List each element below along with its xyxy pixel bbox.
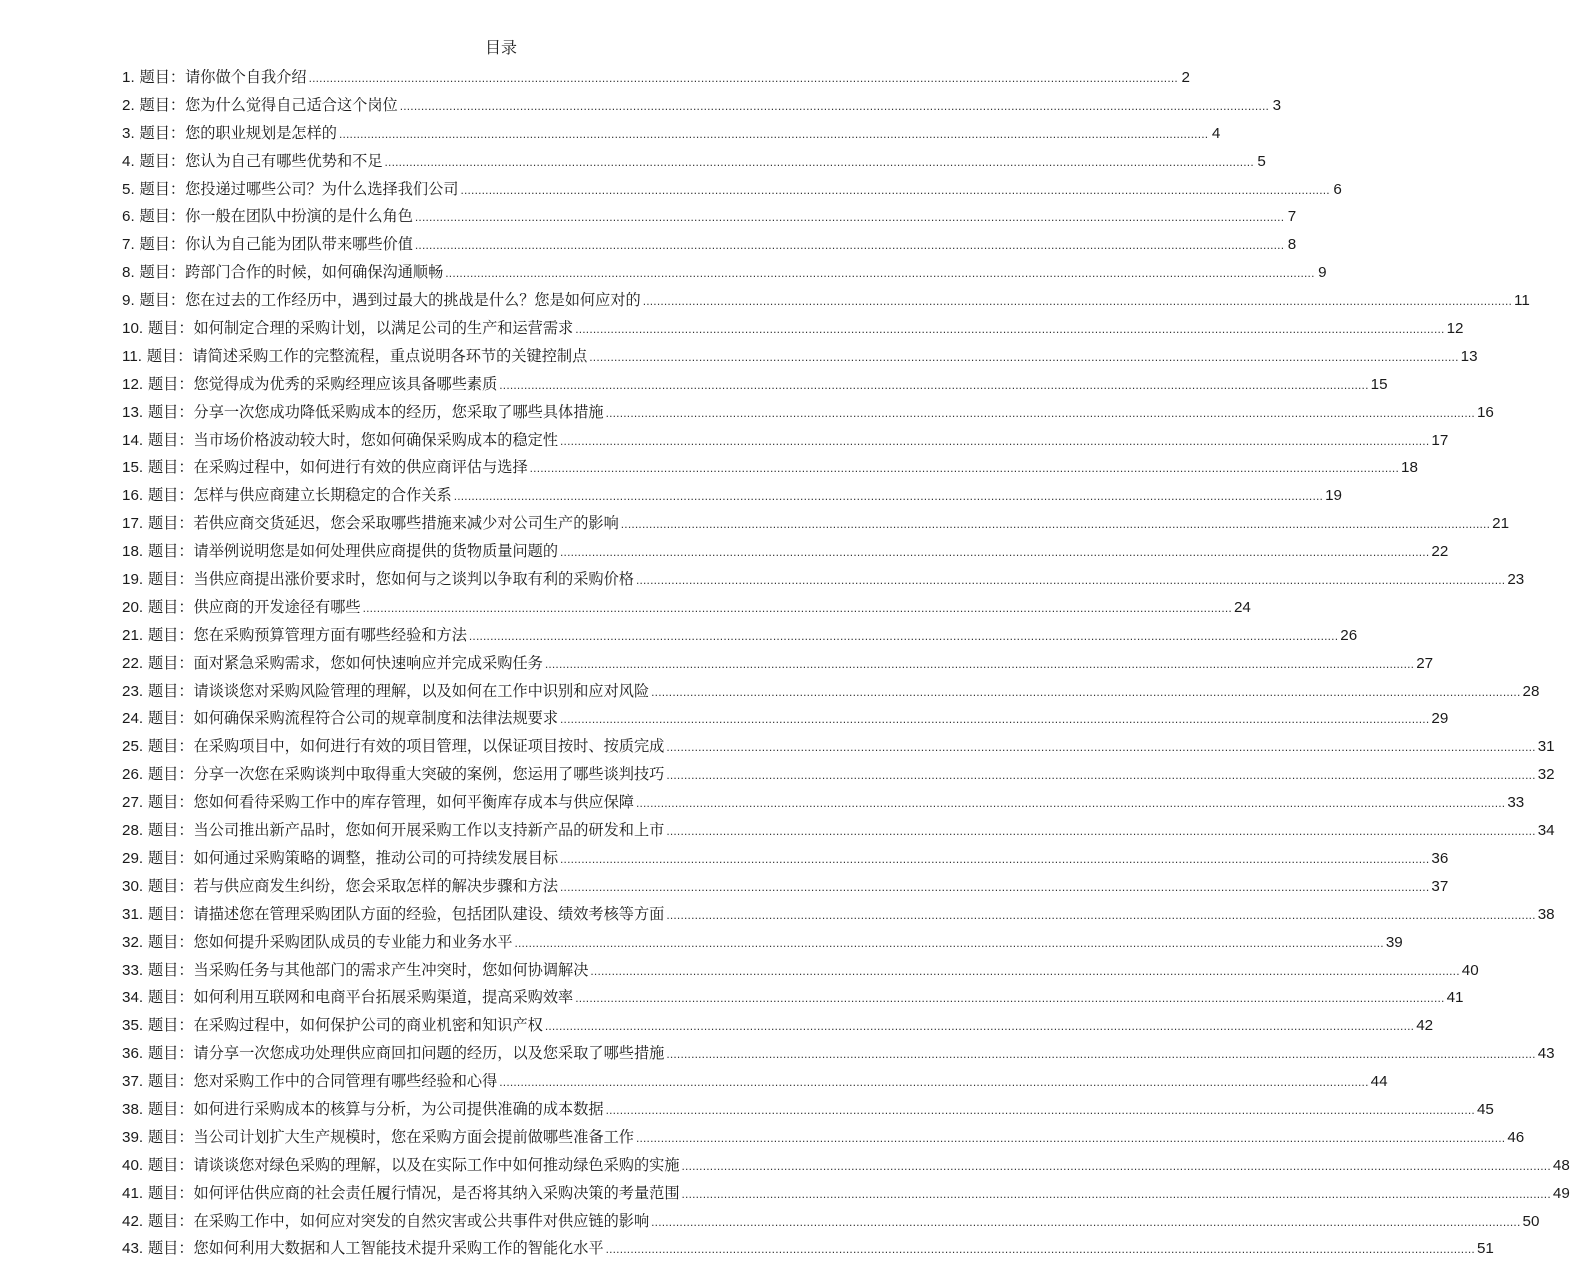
- toc-entry-title: 题目：当供应商提出涨价要求时，您如何与之谈判以争取有利的采购价格: [147, 570, 634, 589]
- toc-entry-page-number: 6: [1333, 180, 1342, 198]
- toc-entry[interactable]: [122, 1235, 1494, 1263]
- toc-entry[interactable]: [122, 873, 1449, 901]
- toc-entry-title: 题目：面对紧急采购需求，您如何快速响应并完成采购任务: [147, 653, 543, 672]
- toc-entry-number: 41.: [122, 1184, 144, 1202]
- toc-entry-title: 题目：在采购工作中，如何应对突发的自然灾害或公共事件对供应链的影响: [147, 1211, 650, 1230]
- toc-entry[interactable]: [122, 510, 1510, 538]
- toc-entry-number: 34.: [122, 989, 144, 1007]
- toc-entry-page-number: 13: [1460, 347, 1478, 365]
- toc-entry[interactable]: [122, 343, 1478, 371]
- toc-entry[interactable]: [122, 120, 1221, 148]
- toc-entry-number: 43.: [122, 1240, 144, 1258]
- toc-entry-title: 题目：如何评估供应商的社会责任履行情况，是否将其纳入采购决策的考量范围: [147, 1183, 680, 1202]
- toc-dot-leader: [560, 846, 1429, 874]
- toc-dot-leader: [636, 790, 1505, 818]
- toc-dot-leader: [415, 232, 1284, 260]
- toc-entry-page-number: 5: [1257, 152, 1266, 170]
- toc-entry-number: 17.: [122, 515, 144, 533]
- toc-entry-page-number: 3: [1272, 96, 1282, 114]
- toc-entry-title: 题目：请描述您在管理采购团队方面的经验，包括团队建设、绩效考核等方面: [147, 904, 665, 923]
- toc-entry-page-number: 40: [1461, 961, 1479, 979]
- toc-entry-title: 题目：当市场价格波动较大时，您如何确保采购成本的稳定性: [147, 430, 559, 449]
- toc-entry-page-number: 12: [1446, 320, 1464, 338]
- toc-dot-leader: [545, 651, 1414, 679]
- toc-entry-title: 题目：您的职业规划是怎样的: [139, 123, 337, 142]
- toc-entry-number: 2.: [122, 96, 135, 114]
- toc-entry[interactable]: [122, 817, 1555, 845]
- toc-entry-page-number: 33: [1507, 794, 1525, 812]
- toc-entry-number: 18.: [122, 543, 144, 561]
- toc-dot-leader: [560, 428, 1429, 456]
- toc-dot-leader: [530, 455, 1399, 483]
- toc-entry-number: 1.: [122, 69, 135, 86]
- toc-dot-leader: [575, 316, 1444, 344]
- toc-entry[interactable]: [122, 845, 1449, 873]
- toc-entry-page-number: 2: [1181, 69, 1190, 86]
- toc-entry-page-number: 49: [1552, 1184, 1570, 1202]
- toc-entry-number: 3.: [122, 124, 135, 142]
- toc-entry-number: 36.: [122, 1045, 144, 1063]
- toc-dot-leader: [415, 204, 1284, 232]
- toc-entry-title: 题目：在采购项目中，如何进行有效的项目管理，以保证项目按时、按质完成: [147, 737, 665, 756]
- toc-entry-title: 题目：您认为自己有哪些优势和不足: [139, 151, 383, 170]
- toc-entry-number: 27.: [122, 794, 144, 812]
- toc-entry-number: 24.: [122, 710, 144, 728]
- toc-dot-leader: [666, 762, 1535, 790]
- toc-entry-title: 题目：您在采购预算管理方面有哪些经验和方法: [147, 625, 467, 644]
- toc-dot-leader: [454, 483, 1323, 511]
- toc-entry-page-number: 22: [1431, 543, 1449, 561]
- toc-entry-title: 题目：请举例说明您是如何处理供应商提供的货物质量问题的: [147, 542, 559, 561]
- toc-entry-page-number: 4: [1211, 124, 1221, 142]
- toc-entry[interactable]: [122, 789, 1525, 817]
- toc-entry-title: 题目：供应商的开发途径有哪些: [147, 597, 361, 616]
- toc-dot-leader: [560, 874, 1429, 902]
- toc-entry-page-number: 15: [1370, 375, 1388, 393]
- toc-entry[interactable]: [122, 1068, 1388, 1096]
- toc-entry-title: 题目：您对采购工作中的合同管理有哪些经验和心得: [147, 1072, 498, 1091]
- toc-entry[interactable]: [122, 454, 1418, 482]
- toc-entry-number: 37.: [122, 1073, 144, 1091]
- toc-entry[interactable]: [122, 148, 1266, 176]
- toc-entry-page-number: 16: [1476, 403, 1494, 421]
- toc-entry-title: 题目：分享一次您在采购谈判中取得重大突破的案例，您运用了哪些谈判技巧: [147, 765, 665, 784]
- toc-entry-number: 4.: [122, 152, 135, 170]
- toc-entry[interactable]: [122, 399, 1494, 427]
- toc-entry-page-number: 51: [1476, 1240, 1494, 1258]
- toc-entry-number: 30.: [122, 877, 144, 895]
- toc-entry[interactable]: [122, 705, 1449, 733]
- toc-entry-number: 20.: [122, 598, 144, 616]
- toc-entry[interactable]: [122, 594, 1251, 622]
- toc-dot-leader: [514, 930, 1383, 958]
- toc-entry-title: 题目：您为什么觉得自己适合这个岗位: [139, 95, 398, 114]
- toc-entry-title: 题目：若与供应商发生纠纷，您会采取怎样的解决步骤和方法: [147, 876, 559, 895]
- toc-entry-number: 10.: [122, 320, 144, 338]
- toc-entry-page-number: 11: [1514, 292, 1530, 310]
- toc-dot-leader: [666, 1041, 1535, 1069]
- toc-dot-leader: [651, 1209, 1520, 1237]
- toc-entry-page-number: 27: [1416, 654, 1434, 672]
- toc-entry-title: 题目：如何利用互联网和电商平台拓展采购渠道，提高采购效率: [147, 988, 574, 1007]
- toc-entry[interactable]: [122, 1180, 1570, 1208]
- toc-entry[interactable]: [122, 929, 1403, 957]
- toc-entry-page-number: 42: [1416, 1017, 1434, 1035]
- toc-entry[interactable]: [122, 1012, 1434, 1040]
- toc-dot-leader: [682, 1153, 1551, 1181]
- toc-dot-leader: [606, 400, 1475, 428]
- toc-dot-leader: [666, 902, 1535, 930]
- toc-entry-page-number: 28: [1522, 682, 1540, 700]
- toc-entry-number: 32.: [122, 933, 144, 951]
- toc-entry-number: 35.: [122, 1017, 144, 1035]
- toc-entry-page-number: 41: [1446, 989, 1464, 1007]
- toc-dot-leader: [339, 121, 1208, 149]
- toc-entry-number: 29.: [122, 849, 144, 867]
- toc-entry[interactable]: [122, 984, 1464, 1012]
- toc-dot-leader: [606, 1097, 1475, 1125]
- toc-entry[interactable]: [122, 761, 1555, 789]
- toc-dot-leader: [309, 65, 1178, 93]
- toc-entry[interactable]: [122, 733, 1555, 761]
- toc-entry-page-number: 18: [1401, 459, 1418, 477]
- toc-dot-leader: [589, 344, 1458, 372]
- toc-entry-page-number: 50: [1522, 1212, 1540, 1230]
- toc-entry-page-number: 32: [1537, 766, 1555, 784]
- toc-entry[interactable]: [122, 482, 1342, 510]
- toc-entry[interactable]: [122, 538, 1449, 566]
- toc-entry[interactable]: [122, 650, 1434, 678]
- toc-entry-page-number: 39: [1385, 933, 1403, 951]
- toc-entry-page-number: 23: [1507, 571, 1525, 589]
- toc-entry-page-number: 44: [1370, 1073, 1388, 1091]
- toc-entry-page-number: 48: [1552, 1156, 1570, 1174]
- toc-dot-leader: [606, 1236, 1475, 1264]
- toc-entry[interactable]: [122, 287, 1530, 315]
- toc-entry-number: 14.: [122, 431, 144, 449]
- toc-dot-leader: [636, 567, 1505, 595]
- toc-dot-leader: [666, 734, 1535, 762]
- toc-entry-number: 22.: [122, 654, 144, 672]
- toc-dot-leader: [400, 93, 1269, 121]
- toc-entry-page-number: 37: [1431, 877, 1449, 895]
- toc-entry-title: 题目：您如何提升采购团队成员的专业能力和业务水平: [147, 932, 513, 951]
- toc-entry[interactable]: [122, 231, 1297, 259]
- toc-entry-number: 21.: [122, 626, 144, 644]
- toc-entry-title: 题目：在采购过程中，如何进行有效的供应商评估与选择: [147, 458, 528, 477]
- toc-dot-leader: [545, 1013, 1414, 1041]
- toc-entry-title: 题目：如何确保采购流程符合公司的规章制度和法律法规要求: [147, 709, 559, 728]
- toc-dot-leader: [666, 818, 1535, 846]
- toc-entry[interactable]: [122, 1096, 1494, 1124]
- toc-entry[interactable]: [122, 259, 1327, 287]
- toc-entry[interactable]: [122, 371, 1388, 399]
- toc-entry-number: 5.: [122, 180, 135, 198]
- toc-title: 目录: [484, 38, 517, 57]
- toc-entry[interactable]: [122, 1208, 1540, 1236]
- toc-entry-page-number: 21: [1492, 515, 1510, 533]
- toc-entry-title: 题目：您在过去的工作经历中，遇到过最大的挑战是什么？您是如何应对的: [139, 291, 641, 310]
- toc-entry-title: 题目：当采购任务与其他部门的需求产生冲突时，您如何协调解决: [147, 960, 589, 979]
- toc-entry[interactable]: [122, 427, 1449, 455]
- toc-dot-leader: [385, 149, 1254, 177]
- toc-entry-title: 题目：当公司推出新产品时，您如何开展采购工作以支持新产品的研发和上市: [147, 821, 665, 840]
- toc-dot-leader: [682, 1181, 1551, 1209]
- toc-dot-leader: [469, 623, 1338, 651]
- toc-entry-title: 题目：请简述采购工作的完整流程，重点说明各环节的关键控制点: [146, 346, 588, 365]
- toc-dot-leader: [621, 511, 1490, 539]
- toc-entry-title: 题目：若供应商交货延迟，您会采取哪些措施来减少对公司生产的影响: [147, 514, 619, 533]
- toc-dot-leader: [445, 260, 1314, 288]
- toc-entry-number: 33.: [122, 961, 144, 979]
- toc-entry-page-number: 8: [1287, 236, 1297, 254]
- toc-entry-title: 题目：你认为自己能为团队带来哪些价值: [139, 235, 413, 254]
- toc-dot-leader: [499, 1069, 1368, 1097]
- toc-entry-title: 题目：请谈谈您对绿色采购的理解，以及在实际工作中如何推动绿色采购的实施: [147, 1155, 680, 1174]
- toc-entry-number: 38.: [122, 1100, 144, 1118]
- toc-entry-title: 题目：跨部门合作的时候，如何确保沟通顺畅: [139, 263, 444, 282]
- toc-entry[interactable]: [122, 315, 1464, 343]
- toc-entry-title: 题目：怎样与供应商建立长期稳定的合作关系: [147, 486, 452, 505]
- toc-entry-number: 31.: [122, 905, 144, 923]
- toc-entry-number: 15.: [122, 459, 144, 477]
- toc-entry-title: 题目：您觉得成为优秀的采购经理应该具备哪些素质: [147, 374, 498, 393]
- toc-entry-title: 题目：在采购过程中，如何保护公司的商业机密和知识产权: [147, 1016, 543, 1035]
- toc-entry[interactable]: [122, 1124, 1525, 1152]
- toc-entry[interactable]: [122, 901, 1555, 929]
- toc-entry-title: 题目：当公司计划扩大生产规模时，您在采购方面会提前做哪些准备工作: [147, 1127, 634, 1146]
- toc-entry-number: 28.: [122, 822, 144, 840]
- toc-dot-leader: [643, 288, 1512, 316]
- toc-entry-page-number: 9: [1318, 264, 1327, 282]
- toc-entry-page-number: 29: [1431, 710, 1449, 728]
- toc-entry-number: 8.: [122, 264, 135, 282]
- toc-dot-leader: [460, 177, 1329, 205]
- toc-entry[interactable]: [122, 203, 1297, 231]
- toc-entry-number: 7.: [122, 236, 135, 254]
- toc-entry-title: 题目：如何通过采购策略的调整，推动公司的可持续发展目标: [147, 848, 559, 867]
- toc-entry-number: 42.: [122, 1212, 144, 1230]
- toc-dot-leader: [499, 372, 1368, 400]
- toc-entry-title: 题目：您投递过哪些公司？为什么选择我们公司: [139, 179, 459, 198]
- toc-entry-page-number: 36: [1431, 849, 1449, 867]
- toc-entry-page-number: 46: [1507, 1128, 1525, 1146]
- toc-entry-title: 题目：如何进行采购成本的核算与分析，为公司提供准确的成本数据: [147, 1099, 604, 1118]
- toc-dot-leader: [575, 985, 1444, 1013]
- toc-entry[interactable]: [122, 64, 1190, 92]
- toc-entry[interactable]: [122, 92, 1282, 120]
- toc-list: [122, 64, 1570, 1263]
- toc-entry-page-number: 45: [1476, 1100, 1494, 1118]
- toc-entry[interactable]: [122, 622, 1358, 650]
- toc-entry-title: 题目：请谈谈您对采购风险管理的理解，以及如何在工作中识别和应对风险: [147, 681, 650, 700]
- toc-entry-number: 40.: [122, 1156, 144, 1174]
- toc-entry-page-number: 26: [1340, 626, 1358, 644]
- toc-entry-page-number: 34: [1537, 822, 1555, 840]
- toc-entry-number: 9.: [122, 292, 135, 310]
- toc-entry-page-number: 19: [1325, 487, 1342, 505]
- toc-entry-number: 6.: [122, 208, 135, 226]
- toc-dot-leader: [560, 706, 1429, 734]
- toc-entry-title: 题目：您如何利用大数据和人工智能技术提升采购工作的智能化水平: [147, 1239, 604, 1258]
- toc-entry-title: 题目：你一般在团队中扮演的是什么角色: [139, 207, 413, 226]
- toc-entry-number: 23.: [122, 682, 144, 700]
- toc-dot-leader: [363, 595, 1232, 623]
- toc-entry[interactable]: [122, 1040, 1555, 1068]
- toc-entry-number: 39.: [122, 1128, 144, 1146]
- toc-entry-title: 题目：请分享一次您成功处理供应商回扣问题的经历，以及您采取了哪些措施: [147, 1044, 665, 1063]
- toc-entry-page-number: 7: [1287, 208, 1297, 226]
- toc-entry[interactable]: [122, 957, 1479, 985]
- toc-entry[interactable]: [122, 678, 1540, 706]
- toc-entry-number: 12.: [122, 375, 144, 393]
- toc-entry-title: 题目：如何制定合理的采购计划，以满足公司的生产和运营需求: [147, 319, 574, 338]
- toc-entry-title: 题目：分享一次您成功降低采购成本的经历，您采取了哪些具体措施: [147, 402, 604, 421]
- toc-entry[interactable]: [122, 176, 1342, 204]
- toc-dot-leader: [590, 958, 1459, 986]
- toc-dot-leader: [636, 1125, 1505, 1153]
- toc-entry-page-number: 24: [1233, 598, 1251, 616]
- toc-entry-number: 13.: [122, 403, 144, 421]
- toc-entry-page-number: 38: [1537, 905, 1555, 923]
- toc-entry[interactable]: [122, 1152, 1570, 1180]
- toc-entry-title: 题目：请你做个自我介绍: [139, 68, 307, 86]
- toc-entry-number: 16.: [122, 487, 144, 505]
- toc-dot-leader: [651, 679, 1520, 707]
- toc-entry-number: 19.: [122, 571, 144, 589]
- toc-entry-number: 25.: [122, 738, 144, 756]
- toc-entry-page-number: 31: [1537, 738, 1555, 756]
- toc-entry-number: 11.: [122, 347, 142, 365]
- toc-entry[interactable]: [122, 566, 1525, 594]
- toc-dot-leader: [560, 539, 1429, 567]
- toc-entry-number: 26.: [122, 766, 144, 784]
- toc-entry-title: 题目：您如何看待采购工作中的库存管理，如何平衡库存成本与供应保障: [147, 793, 634, 812]
- toc-entry-page-number: 17: [1431, 431, 1449, 449]
- toc-entry-page-number: 43: [1537, 1045, 1555, 1063]
